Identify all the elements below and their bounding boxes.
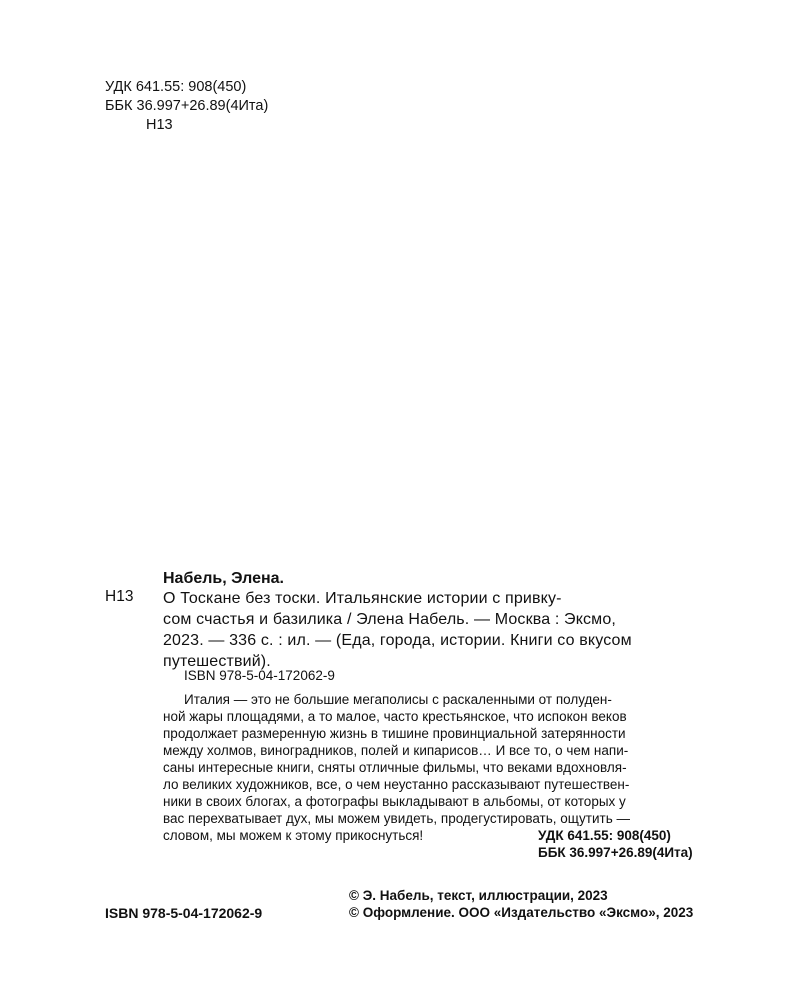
copyright-design: © Оформление. ООО «Издательство «Эксмо», 2023 bbox=[349, 905, 694, 920]
bbk-code-bottom: ББК 36.997+26.89(4Ита) bbox=[538, 845, 693, 860]
isbn-bottom: ISBN 978-5-04-172062-9 bbox=[105, 905, 263, 921]
annotation-line: словом, мы можем к этому прикоснуться! bbox=[163, 828, 424, 843]
annotation-line: между холмов, виноградников, полей и кипарисов… И все то, о чем напи- bbox=[163, 743, 629, 758]
copyright-author: © Э. Набель, текст, иллюстрации, 2023 bbox=[349, 888, 608, 903]
isbn-record: ISBN 978-5-04-172062-9 bbox=[184, 668, 335, 683]
bibliographic-description-line: О Тоскане без тоски. Итальянские истории с привку- bbox=[163, 590, 562, 607]
bibliographic-description-line: путешествий). bbox=[163, 653, 271, 670]
annotation-line: саны интересные книги, сняты отличные фильмы, что веками вдохновля- bbox=[163, 760, 627, 775]
author-code-left: Н13 bbox=[105, 588, 134, 605]
bibliographic-description-line: сом счастья и базилика / Элена Набель. — Москва : Эксмо, bbox=[163, 611, 616, 628]
annotation-line: ники в своих блогах, а фотографы выкладывают в альбомы, от которых у bbox=[163, 794, 626, 809]
udk-code-top: УДК 641.55: 908(450) bbox=[105, 79, 247, 95]
annotation-line: ной жары площадями, а то малое, часто крестьянское, что испокон веков bbox=[163, 709, 627, 724]
annotation-line: вас перехватывает дух, мы можем увидеть, продегустировать, ощутить — bbox=[163, 811, 630, 826]
udk-code-bottom: УДК 641.55: 908(450) bbox=[538, 828, 671, 843]
author-code-top: Н13 bbox=[146, 117, 173, 133]
bbk-code-top: ББК 36.997+26.89(4Ита) bbox=[105, 98, 269, 114]
annotation-line: ло великих художников, все, о чем неустанно рассказывают путешествен- bbox=[163, 777, 630, 792]
author-name: Набель, Элена. bbox=[163, 570, 284, 587]
annotation-line: Италия — это не большие мегаполисы с раскаленными от полуден- bbox=[184, 692, 612, 707]
bibliographic-description-line: 2023. — 336 с. : ил. — (Еда, города, истории. Книги со вкусом bbox=[163, 632, 632, 649]
annotation-line: продолжает размеренную жизнь в тишине провинциальной затерянности bbox=[163, 726, 626, 741]
